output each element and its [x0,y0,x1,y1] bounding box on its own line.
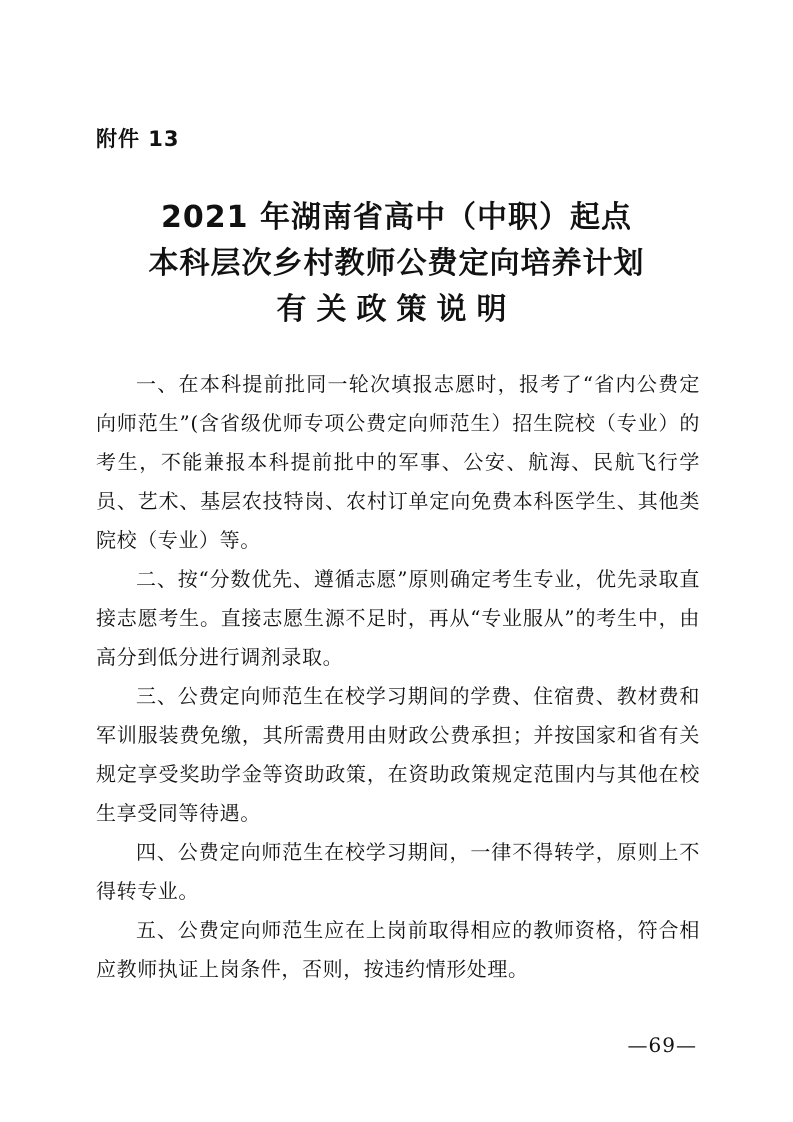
title-line-3: 有关政策说明 [276,292,517,327]
paragraph-2: 二、按“分数优先、遵循志愿”原则确定考生专业，优先录取直接志愿考生。直接志愿生源不足时，再从“专业服从”的考生中，由高分到低分进行调剂录取。 [96,567,700,669]
document-title [0,195,793,333]
paragraph-4: 四、公费定向师范生在校学习期间，一律不得转学，原则上不得转专业。 [96,840,700,903]
paragraph-3: 三、公费定向师范生在校学习期间的学费、住宿费、教材费和军训服装费免缴，其所需费用由财政公费承担；并按国家和省有关规定享受奖助学金等资助政策，在资助政策规定范围内与其他在校生享受同等待遇。 [96,684,700,825]
title-line-1: 2021 年湖南省高中（中职）起点 [161,200,632,235]
paragraph-1: 一、在本科提前批同一轮次填报志愿时，报考了“省内公费定向师范生”(含省级优师专项公费定向师范生）招生院校（专业）的考生，不能兼报本科提前批中的军事、公安、航海、民航飞行学员、艺术、基层农技特岗、农村订单定向免费本科医学生、其他类院校（专业）等。 [96,372,700,552]
attachment-label: 附件 13 [96,127,180,151]
paragraph-5: 五、公费定向师范生应在上岗前取得相应的教师资格，符合相应教师执证上岗条件，否则，按违约情形处理。 [96,918,700,981]
document-body [96,365,700,989]
page-number: —69— [627,1033,697,1057]
title-line-2: 本科层次乡村教师公费定向培养计划 [148,246,645,281]
